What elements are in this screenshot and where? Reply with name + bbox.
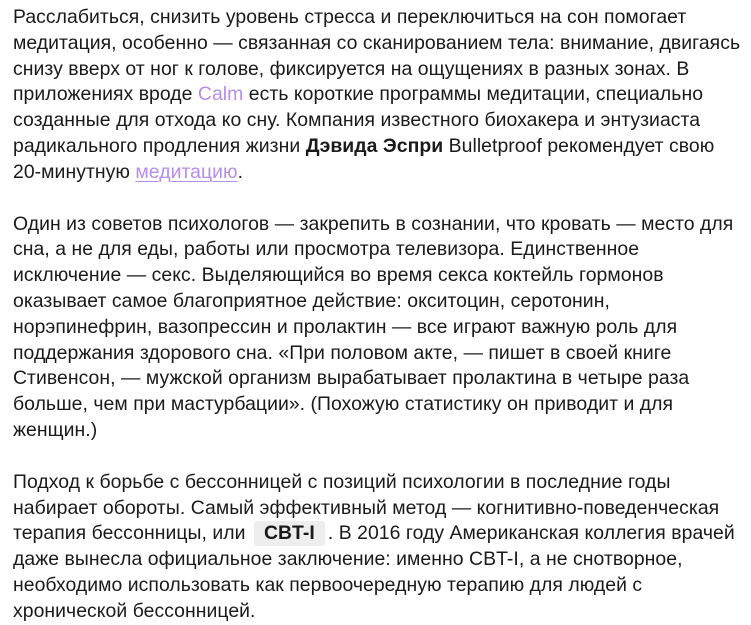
text-line — [13, 134, 743, 160]
paragraph-meditation — [13, 5, 743, 186]
paragraph-bedroom — [13, 212, 743, 444]
text-line: необходимо использовать как первоочередную терапию для людей с — [13, 573, 643, 596]
text-line: Расслабиться, снизить уровень стресса и переключиться на сон помогает — [13, 6, 687, 28]
cbt-i-badge[interactable]: CBT-I — [254, 521, 325, 546]
text-fragment: Bulletproof рекомендует свою — [443, 134, 715, 157]
text-line: исключение — секс. Выделяющийся во время секса коктейль гормонов — [13, 264, 664, 287]
text-fragment: 20-минутную — [13, 160, 136, 183]
text-line — [13, 160, 743, 186]
text-line: Подход к борьбе с бессонницей с позиций психологии в последние годы — [13, 470, 671, 493]
article-body — [0, 5, 743, 625]
text-fragment: приложениях вроде — [13, 83, 198, 106]
text-fragment: . — [237, 160, 244, 183]
text-line: Один из советов психологов — закрепить в сознании, что кровать — место для — [13, 212, 734, 235]
text-fragment: . В 2016 году Американская коллегия врачей — [327, 522, 735, 545]
text-line: хронической бессонницей. — [13, 599, 256, 622]
text-fragment: терапия бессонницы, или — [13, 522, 251, 545]
text-line: норэпинефрин, вазопрессин и пролактин — все играют важную роль для — [13, 315, 678, 338]
text-line: женщин.) — [13, 418, 98, 441]
text-line: созданные для отхода ко сну. Компания известного биохакера и энтузиаста — [13, 109, 701, 132]
meditation-link[interactable]: медитацию — [135, 160, 238, 183]
text-line: оказывает самое благоприятное действие: окситоцин, серотонин, — [13, 289, 610, 312]
text-line: больше, чем при мастурбации». (Похожую статистику он приводит и для — [13, 393, 674, 416]
paragraph-cbt — [13, 470, 743, 625]
text-line: Стивенсон, — мужской организм вырабатывает пролактина в четыре раза — [13, 367, 690, 390]
text-line — [13, 82, 743, 108]
text-fragment: есть короткие программы медитации, специально — [243, 83, 704, 106]
text-line — [13, 521, 743, 547]
text-line: поддержания здорового сна. «При половом акте, — пишет в своей книге — [13, 341, 672, 364]
calm-link[interactable]: Calm — [197, 83, 244, 106]
text-line: набирает обороты. Самый эффективный метод — когнитивно-поведенческая — [13, 496, 720, 519]
text-line: снизу вверх от ног к голове, фиксируется на ощущениях в разных зонах. В — [13, 57, 690, 80]
text-line: даже вынесла официальное заключение: именно CBT-I, а не снотворное, — [13, 548, 683, 571]
text-line: сна, а не для еды, работы или просмотра телевизора. Единственное — [13, 238, 640, 261]
bold-name: Дэвида Эспри — [305, 134, 444, 157]
text-line: медитация, особенно — связанная со сканированием тела: внимание, двигаясь — [13, 31, 741, 54]
text-fragment: радикального продления жизни — [13, 134, 306, 157]
